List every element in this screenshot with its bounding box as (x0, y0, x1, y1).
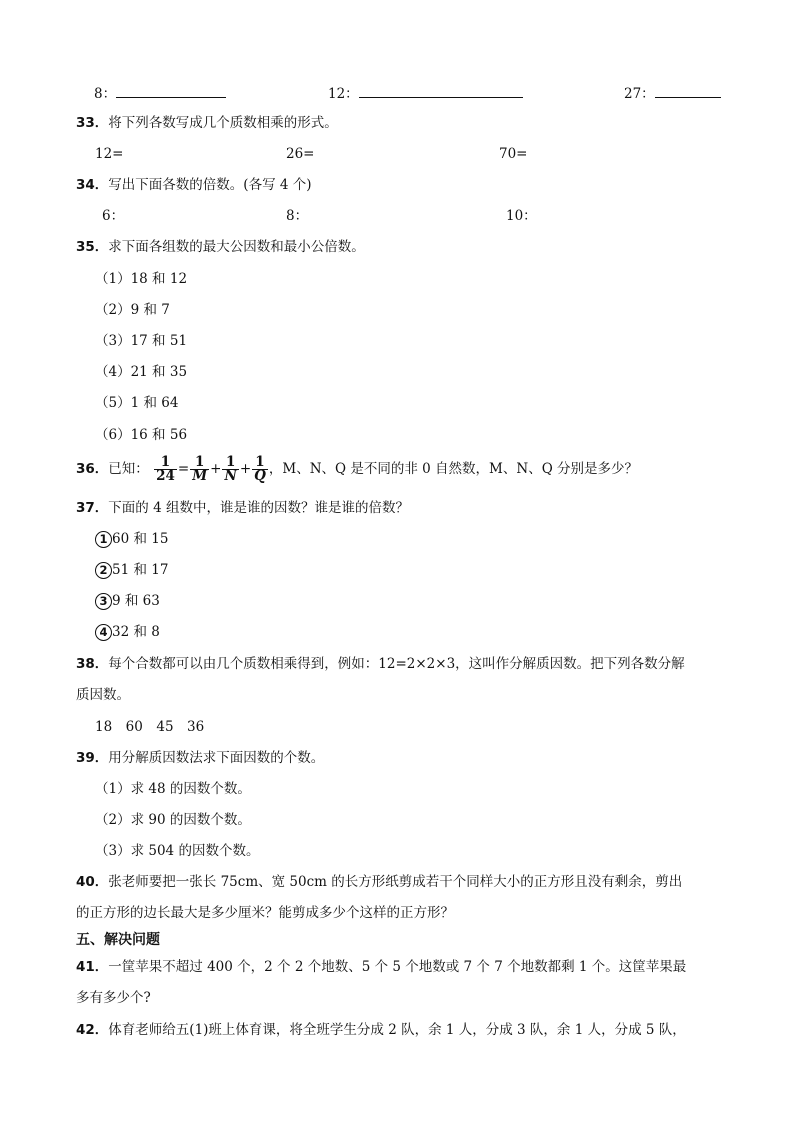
question-38 (76, 655, 685, 673)
q34-item-c: 10： (506, 208, 537, 224)
question-text: 每个合数都可以由几个质数相乘得到，例如：12=2×2×3，这叫作分解质因数。把下列各数分解 (108, 656, 685, 672)
question-number: 42． (76, 1022, 109, 1038)
question-text: 求下面各组数的最大公因数和最小公倍数。 (108, 239, 365, 255)
circled-number-3: 3 (95, 593, 112, 610)
question-35 (76, 238, 365, 256)
q32-answer-row-b (328, 83, 523, 103)
q35-item: （6）16 和 56 (95, 427, 188, 443)
question-text: 将下列各数写成几个质数相乘的形式。 (108, 115, 338, 131)
answer-blank (359, 83, 523, 98)
circled-number-4: 4 (95, 624, 112, 641)
q37-item: 2 51 和 17 (95, 561, 168, 579)
q35-item: （2）9 和 7 (95, 302, 170, 318)
question-text: 体育老师给五(1)班上体育课，将全班学生分成 2 队，余 1 人，分成 3 队，余 1 人，分成 5 队， (108, 1022, 686, 1038)
equals-sign: = (177, 461, 190, 477)
question-number: 39． (76, 750, 109, 766)
question-40 (76, 873, 682, 891)
q32-label-8: 8： (94, 86, 117, 102)
question-prefix: 已知： (108, 461, 149, 477)
q33-item-c: 70= (499, 146, 528, 162)
circled-number-1: 1 (95, 531, 112, 548)
answer-blank (655, 83, 721, 98)
q39-item: （2）求 90 的因数个数。 (95, 812, 251, 828)
q33-item-b: 26= (286, 146, 315, 162)
question-text: ，M、N、Q 是不同的非 0 自然数，M、N、Q 分别是多少？ (268, 461, 639, 477)
question-text: 下面的 4 组数中，谁是谁的因数？谁是谁的倍数？ (108, 500, 409, 516)
question-number: 38． (76, 656, 109, 672)
question-number: 36． (76, 461, 109, 477)
question-37 (76, 499, 409, 517)
question-text: 一筐苹果不超过 400 个，2 个 2 个地数、5 个 5 个地数或 7 个 7 个地数都剩 1 个。这筐苹果最 (108, 959, 687, 975)
question-number: 37． (76, 500, 109, 516)
q37-item: 1 60 和 15 (95, 530, 168, 548)
question-41 (76, 958, 686, 976)
q32-answer-row (94, 83, 226, 103)
circled-number-2: 2 (95, 562, 112, 579)
question-33 (76, 114, 338, 132)
q37-item: 3 9 和 63 (95, 592, 160, 610)
question-42 (76, 1021, 686, 1039)
q32-answer-row-c (624, 83, 721, 103)
q35-item: （1）18 和 12 (95, 271, 188, 287)
q34-item-a: 6： (102, 208, 125, 224)
question-text: 用分解质因数法求下面因数的个数。 (108, 750, 325, 766)
plus-sign: + (239, 461, 252, 477)
question-39 (76, 749, 324, 767)
q32-label-27: 27： (624, 86, 655, 102)
question-number: 34． (76, 177, 109, 193)
q33-item-a: 12= (95, 146, 124, 162)
q32-label-12: 12： (328, 86, 359, 102)
q34-item-b: 8： (286, 208, 309, 224)
question-34 (76, 176, 312, 194)
q38-values: 18 60 45 36 (95, 719, 205, 735)
section-heading: 五、解决问题 (76, 932, 160, 948)
q35-item: （4）21 和 35 (95, 364, 188, 380)
fraction-1-over-q: $\frac{1}{Q}$ (254, 454, 266, 484)
answer-blank (116, 83, 226, 98)
plus-sign: + (210, 461, 222, 477)
question-text: 写出下面各数的倍数。(各写 4 个) (108, 177, 312, 193)
question-number: 41． (76, 959, 109, 975)
fraction-1-over-n: $\frac{1}{N}$ (224, 454, 237, 484)
question-text: 张老师要把一张长 75cm、宽 50cm 的长方形纸剪成若干个同样大小的正方形且没有剩余，剪出 (108, 874, 683, 890)
q35-item: （5）1 和 64 (95, 395, 179, 411)
q37-item: 4 32 和 8 (95, 623, 160, 641)
q39-item: （1）求 48 的因数个数。 (95, 781, 251, 797)
fraction-1-over-m: $\frac{1}{M}$ (192, 454, 208, 484)
question-40-continued: 的正方形的边长最大是多少厘米？能剪成多少个这样的正方形？ (76, 905, 454, 921)
question-number: 40． (76, 874, 109, 890)
question-41-continued: 多有多少个? (76, 990, 151, 1006)
question-number: 33． (76, 115, 109, 131)
question-number: 35． (76, 239, 109, 255)
fraction-1-over-24: $\frac{1}{24}$ (156, 454, 175, 484)
question-38-continued: 质因数。 (76, 687, 130, 703)
q39-item: （3）求 504 的因数个数。 (95, 843, 260, 859)
question-36 (76, 452, 638, 486)
q35-item: （3）17 和 51 (95, 333, 188, 349)
